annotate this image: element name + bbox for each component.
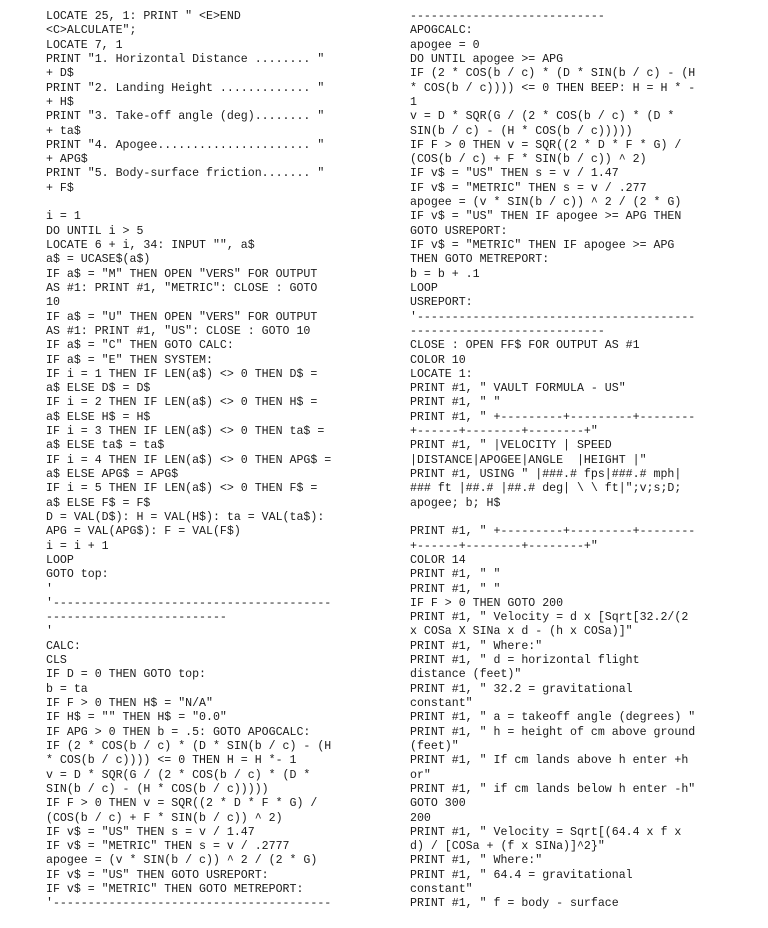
- code-line: constant": [410, 883, 473, 897]
- code-line: IF (2 * COS(b / c) * (D * SIN(b / c) - (H: [410, 67, 696, 81]
- code-line: IF v$ = "METRIC" THEN GOTO METREPORT:: [46, 883, 304, 897]
- code-line: IF v$ = "US" THEN IF apogee >= APG THEN: [410, 210, 682, 224]
- code-line: PRINT #1, " if cm lands below h enter -h": [410, 782, 696, 796]
- code-line: PRINT #1, " Velocity = d x [Sqrt[32.2/(2: [410, 611, 689, 625]
- code-line: PRINT "3. Take-off angle (deg)........ ": [46, 110, 325, 124]
- code-line: PRINT #1, " Velocity = Sqrt[(64.4 x f x: [410, 825, 682, 839]
- code-line: SIN(b / c) - (H * COS(b / c))))): [46, 782, 269, 796]
- code-line: PRINT "2. Landing Height ............. ": [46, 81, 325, 95]
- code-line: + ta$: [46, 124, 81, 138]
- code-line: IF v$ = "METRIC" THEN s = v / .277: [410, 181, 647, 195]
- code-line: apogee = (v * SIN(b / c)) ^ 2 / (2 * G): [46, 854, 318, 868]
- code-line: + F$: [46, 181, 74, 195]
- code-line: 10: [46, 296, 60, 310]
- code-line: v = D * SQR(G / (2 * COS(b / c) * (D *: [410, 110, 675, 124]
- code-line: b = b + .1: [410, 267, 480, 281]
- code-line: * COS(b / c)))) <= 0 THEN H = H *- 1: [46, 754, 297, 768]
- code-line: LOOP: [410, 281, 438, 295]
- code-line: + D$: [46, 67, 74, 81]
- code-line: ': [46, 582, 53, 596]
- code-line: a$ = UCASE$(a$): [46, 253, 151, 267]
- code-line: (feet)": [410, 739, 459, 753]
- code-line: apogee = (v * SIN(b / c)) ^ 2 / (2 * G): [410, 196, 682, 210]
- code-line: ----------------------------: [410, 324, 605, 338]
- code-line: [46, 196, 362, 210]
- code-line: PRINT #1, " |VELOCITY | SPEED: [410, 439, 612, 453]
- code-line: IF APG > 0 THEN b = .5: GOTO APOGCALC:: [46, 725, 311, 739]
- code-line: PRINT "5. Body-surface friction....... ": [46, 167, 325, 181]
- code-line: PRINT #1, " ": [410, 396, 501, 410]
- code-line: IF F > 0 THEN GOTO 200: [410, 596, 564, 610]
- code-line: IF v$ = "METRIC" THEN s = v / .2777: [46, 840, 290, 854]
- code-line: '----------------------------------------: [46, 596, 332, 610]
- code-line: IF a$ = "E" THEN SYSTEM:: [46, 353, 213, 367]
- code-line: IF i = 5 THEN IF LEN(a$) <> 0 THEN F$ =: [46, 482, 318, 496]
- code-line: a$ ELSE D$ = D$: [46, 382, 151, 396]
- code-line: PRINT #1, " If cm lands above h enter +h: [410, 754, 689, 768]
- code-line: IF F > 0 THEN v = SQR((2 * D * F * G) /: [46, 797, 318, 811]
- code-line: COLOR 10: [410, 353, 466, 367]
- code-line: GOTO top:: [46, 568, 109, 582]
- code-line: a$ ELSE ta$ = ta$: [46, 439, 165, 453]
- code-line: GOTO USREPORT:: [410, 224, 508, 238]
- code-line: a$ ELSE H$ = H$: [46, 410, 151, 424]
- code-line: LOCATE 7, 1: [46, 38, 123, 52]
- code-line: <C>ALCULATE";: [46, 24, 137, 38]
- code-line: CLOSE : OPEN FF$ FOR OUTPUT AS #1: [410, 339, 640, 353]
- code-line: |DISTANCE|APOGEE|ANGLE |HEIGHT |": [410, 453, 647, 467]
- code-line: (COS(b / c) + F * SIN(b / c)) ^ 2): [410, 153, 647, 167]
- code-line: IF a$ = "C" THEN GOTO CALC:: [46, 339, 234, 353]
- left-code-column: [46, 10, 362, 912]
- code-line: ': [46, 625, 53, 639]
- code-line: ### ft |##.# |##.# deg| \ \ ft|";v;s;D;: [410, 482, 682, 496]
- code-line: IF a$ = "M" THEN OPEN "VERS" FOR OUTPUT: [46, 267, 318, 281]
- code-line: CALC:: [46, 639, 81, 653]
- code-line: (COS(b / c) + F * SIN(b / c)) ^ 2): [46, 811, 283, 825]
- code-line: PRINT #1, " +---------+---------+--------: [410, 525, 696, 539]
- code-line: IF i = 3 THEN IF LEN(a$) <> 0 THEN ta$ =: [46, 425, 325, 439]
- code-line: 200: [410, 811, 431, 825]
- code-line: IF a$ = "U" THEN OPEN "VERS" FOR OUTPUT: [46, 310, 318, 324]
- code-line: PRINT #1, " Where:": [410, 639, 543, 653]
- code-line: LOCATE 25, 1: PRINT " <E>END: [46, 10, 241, 23]
- code-line: APOGCALC:: [410, 24, 473, 38]
- code-line: SIN(b / c) - (H * COS(b / c))))): [410, 124, 633, 138]
- code-line: PRINT "1. Horizontal Distance ........ ": [46, 52, 325, 66]
- right-code-column: [410, 10, 726, 912]
- code-line: IF H$ = "" THEN H$ = "0.0": [46, 711, 227, 725]
- code-line: LOCATE 1:: [410, 367, 473, 381]
- code-line: AS #1: PRINT #1, "METRIC": CLOSE : GOTO: [46, 281, 318, 295]
- code-line: PRINT #1, USING " |###.# fps|###.# mph|: [410, 468, 682, 481]
- code-line: d) / [COSa + (f x SINa)]^2}": [410, 840, 605, 854]
- code-line: PRINT #1, " Where:": [410, 854, 543, 868]
- code-line: PRINT #1, " ": [410, 582, 501, 596]
- code-line: IF i = 2 THEN IF LEN(a$) <> 0 THEN H$ =: [46, 396, 318, 410]
- code-line: CLS: [46, 654, 67, 668]
- code-line: * COS(b / c)))) <= 0 THEN BEEP: H = H * -: [410, 81, 696, 95]
- code-line: D = VAL(D$): H = VAL(H$): ta = VAL(ta$):: [46, 510, 325, 524]
- code-line: PRINT #1, " a = takeoff angle (degrees) ": [410, 711, 696, 725]
- code-line: --------------------------: [46, 611, 227, 625]
- code-line: distance (feet)": [410, 668, 522, 682]
- code-line: + H$: [46, 95, 74, 109]
- code-line: PRINT #1, " ": [410, 568, 501, 582]
- code-line: v = D * SQR(G / (2 * COS(b / c) * (D *: [46, 768, 311, 782]
- code-line: PRINT #1, " +---------+---------+--------: [410, 410, 696, 424]
- code-line: COLOR 14: [410, 553, 466, 567]
- code-line: a$ ELSE APG$ = APG$: [46, 468, 179, 481]
- code-line: + APG$: [46, 153, 88, 167]
- code-line: DO UNTIL i > 5: [46, 224, 144, 238]
- code-line: PRINT #1, " VAULT FORMULA - US": [410, 382, 626, 396]
- code-line: DO UNTIL apogee >= APG: [410, 52, 564, 66]
- code-line: '----------------------------------------: [46, 897, 332, 911]
- code-line: +------+--------+--------+": [410, 425, 598, 439]
- code-line: apogee; b; H$: [410, 496, 501, 510]
- code-line: LOOP: [46, 553, 74, 567]
- code-line: +------+--------+--------+": [410, 539, 598, 553]
- code-line: '----------------------------------------: [410, 310, 696, 324]
- code-line: LOCATE 6 + i, 34: INPUT "", a$: [46, 239, 255, 252]
- code-line: IF v$ = "METRIC" THEN IF apogee >= APG: [410, 239, 675, 252]
- code-line: 1: [410, 95, 417, 109]
- code-line: APG = VAL(APG$): F = VAL(F$): [46, 525, 241, 539]
- code-line: IF (2 * COS(b / c) * (D * SIN(b / c) - (H: [46, 739, 332, 753]
- code-line: IF D = 0 THEN GOTO top:: [46, 668, 207, 682]
- code-line: i = 1: [46, 210, 81, 224]
- code-line: constant": [410, 697, 473, 710]
- code-line: apogee = 0: [410, 38, 480, 52]
- code-line: IF F > 0 THEN v = SQR((2 * D * F * G) /: [410, 138, 682, 152]
- code-line: IF i = 1 THEN IF LEN(a$) <> 0 THEN D$ =: [46, 367, 318, 381]
- code-line: PRINT "4. Apogee...................... ": [46, 138, 325, 152]
- code-line: PRINT #1, " h = height of cm above ground: [410, 725, 696, 739]
- code-line: x COSa X SINa x d - (h x COSa)]": [410, 625, 633, 639]
- code-line: b = ta: [46, 682, 88, 696]
- code-line: IF v$ = "US" THEN s = v / 1.47: [46, 825, 255, 839]
- code-line: a$ ELSE F$ = F$: [46, 496, 151, 510]
- code-line: PRINT #1, " f = body - surface: [410, 897, 619, 911]
- code-line: [410, 511, 726, 525]
- code-line: GOTO 300: [410, 797, 466, 811]
- code-line: ----------------------------: [410, 10, 605, 23]
- code-line: THEN GOTO METREPORT:: [410, 253, 550, 267]
- code-line: PRINT #1, " 64.4 = gravitational: [410, 868, 633, 882]
- code-line: IF i = 4 THEN IF LEN(a$) <> 0 THEN APG$ =: [46, 453, 332, 467]
- code-line: PRINT #1, " 32.2 = gravitational: [410, 682, 633, 696]
- code-line: IF F > 0 THEN H$ = "N/A": [46, 697, 213, 710]
- code-line: IF v$ = "US" THEN GOTO USREPORT:: [46, 868, 269, 882]
- code-line: i = i + 1: [46, 539, 109, 553]
- code-line: PRINT #1, " d = horizontal flight: [410, 654, 640, 668]
- code-line: or": [410, 768, 431, 782]
- code-line: USREPORT:: [410, 296, 473, 310]
- code-line: AS #1: PRINT #1, "US": CLOSE : GOTO 10: [46, 324, 311, 338]
- code-line: IF v$ = "US" THEN s = v / 1.47: [410, 167, 619, 181]
